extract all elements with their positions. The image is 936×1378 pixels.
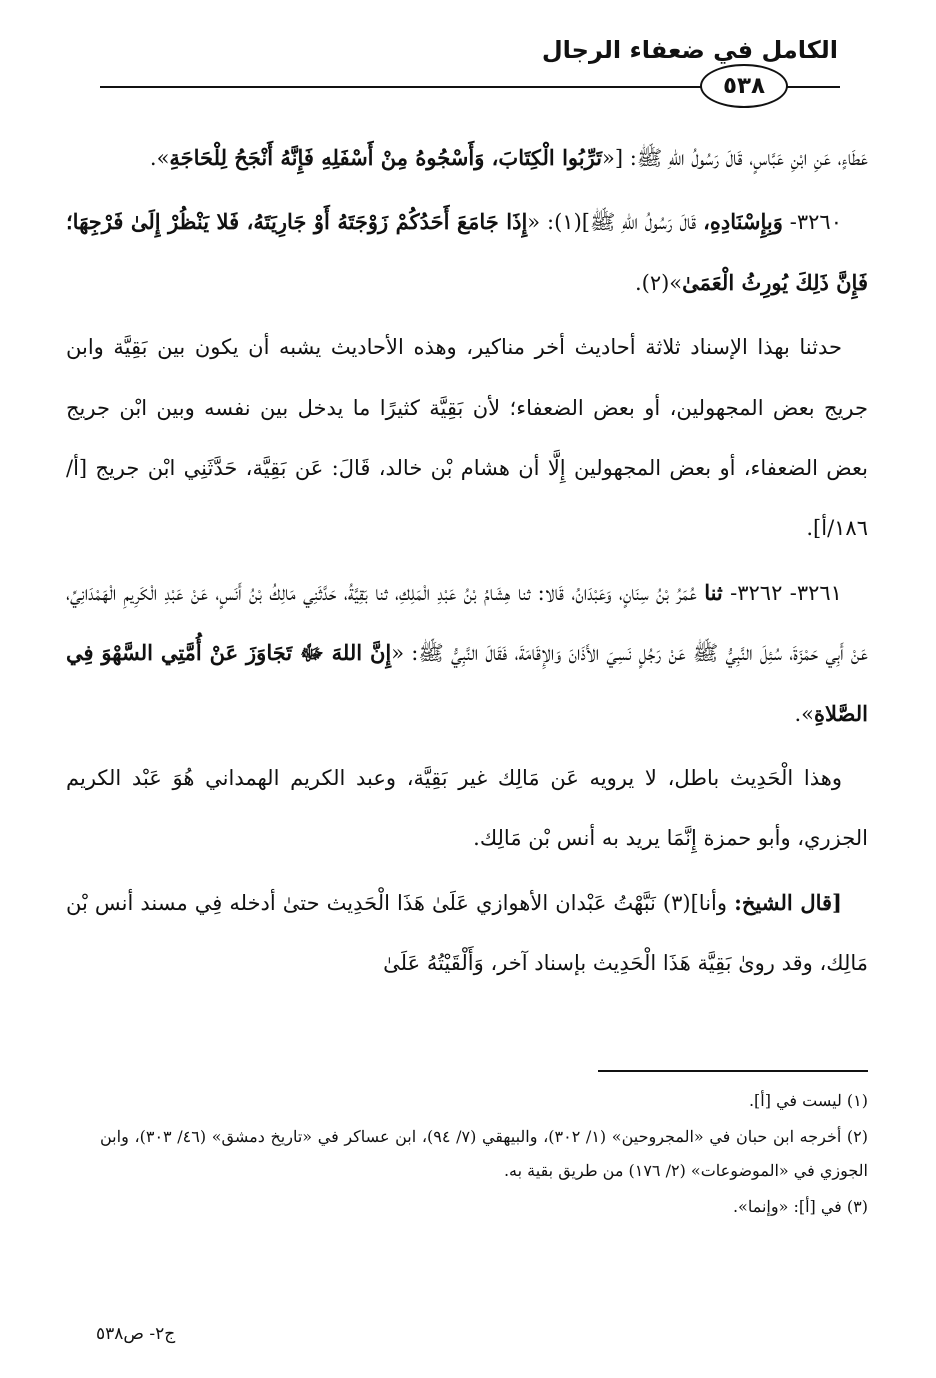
p4-mid: عُمَرُ بْنُ سِنَانٍ، وَعَبْدَانُ، قَالا: ثنا هِشَامُ بْنُ عَبْدِ الْمَلِكِ، ثنا بَقِيَّةُ، حَدَّثَنِي مَالِكُ بْنُ أَنَسٍ، عَنْ عَبْدِ الْكَرِيمِ الْهَمْدَانِيِّ، عَنْ أَبِي حَمْزَةَ، سُئِلَ النَّبِيُّ ﷺ عَنْ رَجُلٍ نَسِيَ الأَذَانَ وَالإِقَامَةَ، فَقَالَ النَّبِيُّ ﷺ: « — [66, 580, 868, 666]
main-text — [66, 128, 868, 998]
book-title: الكامل في ضعفاء الرجال — [541, 36, 838, 64]
page-number: ٥٣٨ — [722, 73, 766, 99]
paragraph-1 — [66, 128, 868, 188]
p4-end: ». — [794, 701, 815, 726]
paragraph-3: حدثنا بهذا الإسناد ثلاثة أحاديث أخر مناكير، وهذه الأحاديث يشبه أن يكون بين بَقِيَّة وابن جريج بعض المجهولين، أو بعض الضعفاء؛ لأن بَقِيَّة كثيرًا ما يدخل بين نفسه وبين ابْن جريج بعض الضعفاء، أو بعض المجهولين إِلَّا أن هشام بْن خالد، قَالَ: عَن بَقِيَّة، حَدَّثَنِي ابْن جريج [أ/١٨٦/أ]. — [66, 335, 868, 541]
p1-text: عَطَاءٍ، عَنِ ابْنِ عَبَّاسٍ، قَالَ رَسُولُ اللهِ ﷺ: [« — [602, 146, 868, 170]
footnote-1: (١) ليست في [أ]. — [748, 1091, 868, 1110]
footnote-2: (٢) أخرجه ابن حبان في «المجروحين» (١/ ٣٠٢)، والبيهقي (٧/ ٩٤)، ابن عساكر في «تاريخ دمشق» (٤٦/ ٣٠٣)، وابن الجوزي في «الموضوعات» (٢/ ١٧٦) من طريق بقية به. — [100, 1127, 869, 1180]
p4-hadith-text: إِنَّ اللهَ ﷻ تَجَاوَزَ عَنْ أُمَّتِي السَّهْوَ فِي الصَّلاةِ — [66, 640, 868, 726]
p6-intro: [قال الشيخ: — [734, 889, 842, 915]
volume-page-reference: ج٢- ص٥٣٨ — [96, 1324, 176, 1344]
footnotes — [100, 1084, 868, 1226]
paragraph-6 — [66, 873, 868, 994]
p4-number: ٣٢٦١- ٣٢٦٢- — [722, 580, 842, 605]
footnote-rule — [598, 1070, 868, 1072]
p1-hadith-text: تَرِّبُوا الْكِتَابَ، وَأَسْجُوهُ مِنْ أَسْفَلِهِ فَإِنَّهُ أَنْجَحُ لِلْحَاجَةِ — [169, 145, 603, 170]
paragraph-2 — [66, 192, 868, 313]
p2-mid: قَالَ رَسُولُ اللهِ ﷺ](١): « — [527, 210, 704, 235]
paragraph-4 — [66, 563, 868, 744]
paragraph-5: وهذا الْحَدِيث باطل، لا يرويه عَن مَالِك غير بَقِيَّة، وعبد الكريم الهمداني هُوَ عَبْد الكريم الجزري، وأبو حمزة إِنَّمَا يريد به أنس بْن مَالِك. — [66, 766, 868, 851]
footnote-3: (٣) في [أ]: «وإنما». — [732, 1197, 868, 1216]
p6-text: وأنا](٣) نَبَّهْتُ عَبْدان الأهوازي عَلَىٰ هَذَا الْحَدِيث حتىٰ أدخله فِي مسند أنس بْن مَالِك، وقد روىٰ بَقِيَّة هَذَا الْحَدِيث بإسناد آخر، وَأَلْقَيْتُهُ عَلَىٰ — [66, 890, 868, 976]
p2-intro: وَبِإِسْنَادِهِ، — [703, 209, 783, 235]
p2-end: »(٢). — [634, 270, 683, 295]
p2-number: ٣٢٦٠- — [782, 210, 842, 235]
page-number-badge — [700, 64, 788, 108]
p2-hadith-text: إِذَا جَامَعَ أَحَدُكُمْ زَوْجَتَهُ أَوْ جَارِيَتَهُ، فَلا يَنْظُرْ إِلَىٰ فَرْجِهَا؛ فَإِنَّ ذَلِكَ يُورِثُ الْعَمَىٰ — [66, 209, 868, 295]
p1-end: ». — [149, 146, 170, 170]
p4-intro: ثنا — [704, 579, 723, 605]
